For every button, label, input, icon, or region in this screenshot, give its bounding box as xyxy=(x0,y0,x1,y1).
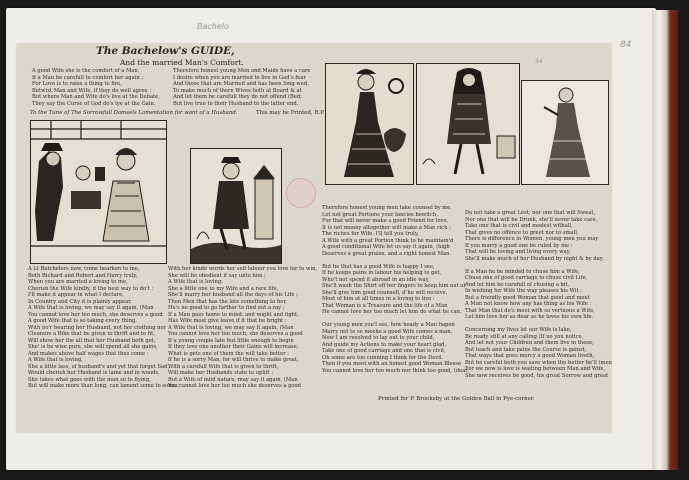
verse-line: But be careful both you save when the better be'll (men xyxy=(465,359,612,366)
book-edge xyxy=(652,10,678,470)
verse-line: A Wife with a great Portion think to be maintain'd xyxy=(322,237,454,244)
verse-line: You cannot love her too much, she deserves a good xyxy=(168,331,303,337)
verse-line: She a little one to my Wife and a rare life, xyxy=(168,285,279,292)
verse-line: She' is be wise pure, she will spend all she gains, xyxy=(28,344,158,350)
woodcut-gentleman-periwig xyxy=(416,63,520,185)
verse-line: If a Man be carefull to comfort her again ; xyxy=(32,74,144,81)
verse-line: If they love one another their Gains will increase, xyxy=(168,344,299,350)
verse-column-1 xyxy=(28,266,180,390)
verse-line: She now receives be good, his great Sorrow and great xyxy=(465,372,609,379)
verse-line: Concerning my lives let our Wife is lake, xyxy=(465,327,572,333)
woodcut-woman-standing xyxy=(521,80,609,185)
verse-line: I desire when you are married to live in God's fear xyxy=(173,74,306,81)
verse-line: You cannot love her too much nor think too good, (dear. xyxy=(322,367,469,374)
verse-line: Our young men you'l see, how heady a Man hapen xyxy=(322,322,455,328)
verse-line: Cherish the Wife kindly, it the best way to do't ; xyxy=(28,285,154,292)
verse-line: In wishing for Wife the way pleases his Wit ; xyxy=(465,288,582,294)
verse-line: That Woman is a Treasure and the life of a Man xyxy=(322,302,448,309)
verse-line: But a friendly good Woman that good and meet xyxy=(465,294,590,301)
verse-line: He cannot love her too much let him do what he can. xyxy=(322,309,462,315)
verse-column-3 xyxy=(322,205,469,374)
verse-line: If a Man goes home to mind, and might and fight, xyxy=(168,311,299,318)
verse-line: A Lt Batchelors now, come hearken to me, xyxy=(28,266,140,272)
verse-line: For Love is to raise a thing to fire, xyxy=(32,81,122,87)
verse-line: But live true to their Husband to the latter end. xyxy=(173,100,299,107)
verse-line: You cannot love her too much she deserves a good xyxy=(168,383,301,389)
verse-line: Who't not spend it abroad in an idle way, xyxy=(322,276,430,283)
verse-line: It is not money altogether will make a Man rich ; xyxy=(322,224,451,231)
ballad-subtitle: And the married Man's Comfort. xyxy=(120,58,244,67)
verse-line: If you marry a good one be ruled by me : xyxy=(465,242,573,249)
verse-line: A Wife that is loving, xyxy=(28,357,83,363)
verse-line: Then if you meet with an honest good Woman Blesse xyxy=(322,361,462,367)
verse-line: To make much of there Wives both at Board & at xyxy=(173,87,302,94)
verse-line: Oh some are too cunning I think for the Devil. xyxy=(322,354,444,361)
verse-line: Let not great Portions your fancies bewitch, xyxy=(322,211,438,218)
verse-line: What is gets one of them the will take better : xyxy=(168,350,289,357)
verse-line: In Country and City it is plainly appear, xyxy=(28,298,132,305)
verse-line: Now I am resolved to lay out to your child, xyxy=(322,335,435,341)
library-stamp xyxy=(286,178,316,208)
ballad-title: The Bachelow's GUIDE, xyxy=(96,45,235,57)
verse-line: There is difference in Women, young men you may xyxy=(465,236,599,242)
verse-line: A good conditional Wife let us say it again, (high xyxy=(322,244,450,250)
verse-column-2 xyxy=(168,266,317,390)
pencil-note: Bachelo xyxy=(197,22,229,31)
woodcut-woman-with-fan xyxy=(325,63,414,185)
verse-line: Nor one that will be Drunk, she'll never take care, xyxy=(465,216,598,223)
verse-line: A Man not know how any has thing as his Wife : xyxy=(465,301,592,307)
verse-line: And let not your Children and them live in these, xyxy=(465,340,594,346)
verse-line: Be ready still at any calling (If no you notice, xyxy=(465,333,584,340)
verse-line: Both Richard and Robert and Harry truly, xyxy=(28,272,138,279)
verse-line: If he is a sorry Man, for will thrive to make great, xyxy=(168,357,299,363)
verse-line: With no'r bearing her Husband, not her clothing nor xyxy=(28,324,167,331)
verse-line: I'll make it appear in what I declare, xyxy=(28,292,124,298)
verse-line: With a carefull Wife that is given to thrift, xyxy=(168,363,279,370)
verse-line: A good Wife she is the comfort of a Man, xyxy=(32,68,140,74)
woodcut-couple-interior xyxy=(30,120,167,264)
verse-line: The riches for Wife, I'll tell you truly, xyxy=(322,231,419,237)
verse-line: That Man that do's meet with so vertuous a Wife, xyxy=(465,307,595,314)
imprint-line: Printed for P. Brooksby at the Golden Ball in Pye-corner. xyxy=(378,396,535,402)
verse-line: But teach and take pains the Course is gainst, xyxy=(465,346,587,353)
verse-line: Therefore honest young Men and Maids have a care xyxy=(173,68,311,74)
verse-line: They say the Curse of God do's lye at the Gate. xyxy=(32,100,156,107)
verse-line: She'll marry her husband all the days of his Life ; xyxy=(168,292,298,298)
tune-line: To the Tune of The Sorrowfull Damsels Lamentation for want of a Husband. xyxy=(30,110,238,116)
verse-line: Will show her the all that her Husband both get, xyxy=(28,337,156,344)
verse-line: If a young couple late but little enough to begin xyxy=(168,337,294,344)
verse-line: She will be obedient if say unto him ; xyxy=(168,272,266,279)
woodcut-man-landscape xyxy=(190,148,282,264)
verse-line: And let him be carefull of chusing a bit, xyxy=(465,281,570,288)
verse-line: And guide my Actions to make your heart glad, xyxy=(322,341,447,348)
licence-line: This may be Printed, R.P. xyxy=(256,110,325,116)
verse-line: Do not take a great Lest, nor one that will Sweat, xyxy=(465,210,596,216)
verse-line: You cannot love her too much, she deserves a good xyxy=(28,311,163,318)
verse-line: Therefore honest young men take counsel by me, xyxy=(322,205,452,211)
verse-line: That ways that goes mercy a good Woman liveth, xyxy=(465,353,595,359)
intro-left-verse xyxy=(32,68,160,107)
verse-line: For that will never make a good Friend for love, xyxy=(322,218,449,224)
verse-line: She takes what goes with the man so to flying, xyxy=(28,376,151,383)
verse-line: Has Wife most give leave if it that be bright : xyxy=(168,318,287,324)
verse-line: Will make her Husbands state to uplift : xyxy=(168,370,274,376)
verse-line: If he keeps pains in labour his helping to get, xyxy=(322,270,442,276)
verse-line: And makes above half wages that thus come : xyxy=(28,350,149,357)
verse-line: And let them be carefull they do not offend (Bed; xyxy=(173,94,302,100)
sheet-folio: 34 xyxy=(535,58,543,65)
verse-line: Take one of good carriage and one that is civil, xyxy=(322,348,446,354)
verse-line: A good Wife that is so taking every thing, xyxy=(28,318,137,324)
intro-right-verse xyxy=(173,68,310,107)
verse-line: And those that are Married and has been long wed, xyxy=(173,81,309,87)
verse-line: Take one that is civil and modest withall, xyxy=(465,223,573,229)
verse-line: When you are married a loving to me, xyxy=(28,279,128,285)
verse-column-4 xyxy=(465,210,612,379)
verse-line: Then Men that has the late something to her, xyxy=(168,298,287,305)
verse-line: Marry not to se meeke a good Wife comes a man, xyxy=(322,328,453,335)
verse-line: That will be loving and living every way, xyxy=(465,249,571,255)
verse-line: Let him love her as dear as he loves his own life. xyxy=(465,314,594,320)
verse-line: With her kinde words her self labour you love far to win, xyxy=(168,266,318,272)
verse-line: Cleaners a Bike that be given to thrift and to fit, xyxy=(28,331,155,337)
verse-line: She'll wash the Shirt off her fingers to keep him out of xyxy=(322,283,466,289)
verse-line: Deserves a great praise, and a right honest Man. xyxy=(322,250,452,257)
verse-line: She'll make much of her Husband by night & by day. xyxy=(465,255,604,262)
verse-line: But where Man and Wife do's live at the Debate, xyxy=(32,94,160,100)
verse-line: But will make more than long, can lament some to some ; xyxy=(28,383,180,389)
verse-line: But a Wife of mild nature, may say it again, (Man xyxy=(168,376,298,383)
folio-number: 84 xyxy=(620,40,632,50)
verse-line: A Wife that is loving, we may say it again, (Man xyxy=(28,305,154,311)
verse-line: For we now is love is waiting between Man and Wife, xyxy=(465,366,606,372)
verse-line: Chuse one of good carriage to chuse civil Life, xyxy=(465,275,588,281)
verse-line: Most of him at all times in a loving to live : xyxy=(322,296,435,302)
verse-line: He's no good to go farther to find out a ray ; xyxy=(168,305,285,311)
verse-line: That gives no offence to greet nor to small, xyxy=(465,229,579,236)
verse-line: If a Man he be minded to chuse him a Wife, xyxy=(465,268,580,275)
verse-line: A Wife that is loving, we may say it again, (Man xyxy=(168,324,294,331)
verse-line: She'll give him good counsell, if he will receive, xyxy=(322,289,448,296)
verse-line: She a little lass, of husband's and yet that forget Sad, xyxy=(28,363,170,370)
verse-line: But he that has a good Wife is happy I see, xyxy=(322,263,435,270)
verse-line: Betwixt Man and Wife, if they do well agree : xyxy=(32,87,152,94)
verse-line: A Wife that is loving, xyxy=(168,279,223,285)
verse-line: Would cherish her Husband is lame and in woods, xyxy=(28,370,160,376)
